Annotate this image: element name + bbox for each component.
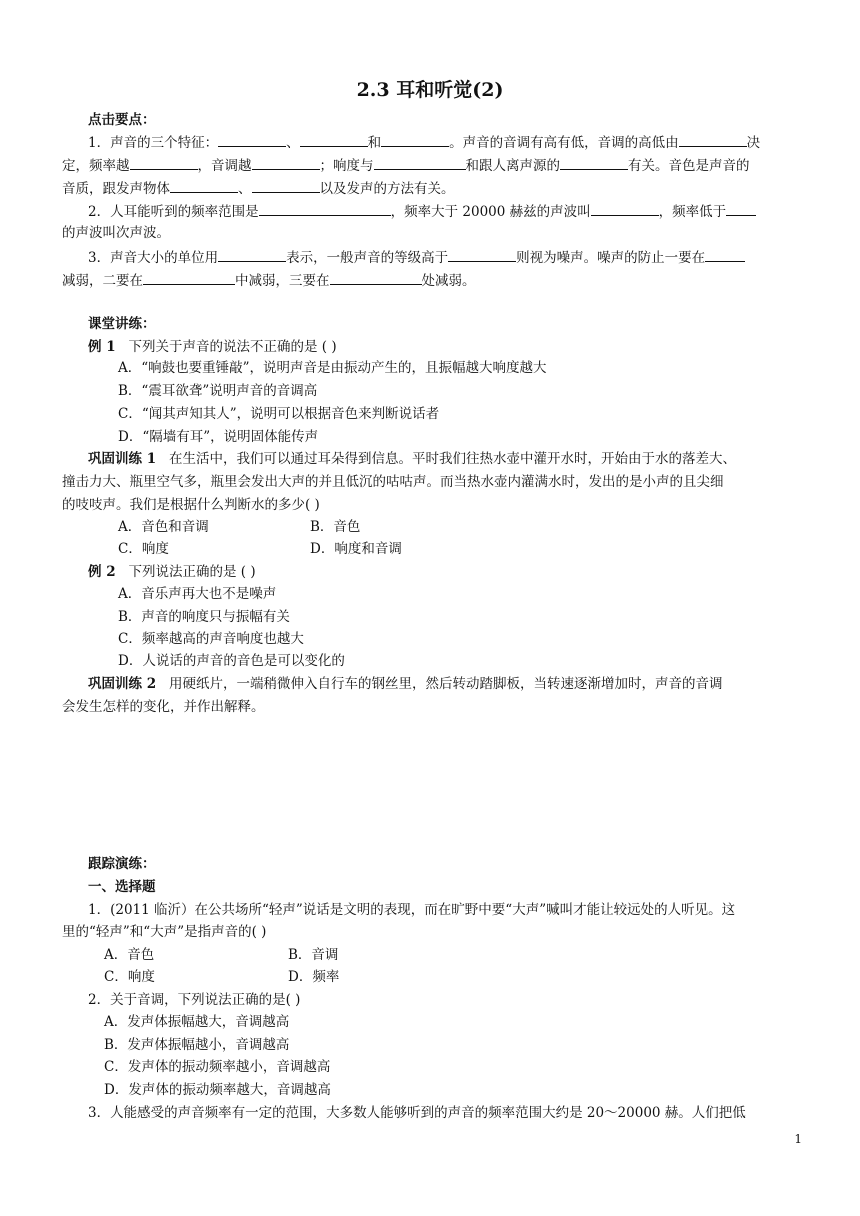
blank-field[interactable] — [218, 247, 286, 262]
question-2-option-d: D．发声体的振动频率越大，音调越高 — [104, 1082, 331, 1098]
question-1-line-2: 里的“轻声”和“大声”是指声音的( ) — [62, 924, 267, 940]
training-1-option-a: A．音色和音调 — [118, 519, 209, 535]
question-1-option-b: B．音调 — [288, 947, 339, 963]
question-1-option-d: D．频率 — [288, 969, 340, 985]
training-1-option-b: B．音色 — [310, 519, 361, 535]
section-follow-up: 跟踪演练： — [88, 856, 156, 872]
training-1-line-3: 的吱吱声。我们是根据什么判断水的多少( ) — [62, 497, 320, 513]
kp-line-6: 3．声音大小的单位用 表示，一般声音的等级高于 则视为噪声。噪声的防止一要在 — [88, 247, 745, 267]
training-1-line-2: 撞击力大、瓶里空气多，瓶里会发出大声的并且低沉的咕咕声。而当热水壶内灌满水时，发出的是小声的且尖细 — [62, 474, 724, 490]
example-1-stem: 例 1 下列关于声音的说法不正确的是 ( ) — [88, 339, 337, 355]
kp-line-4: 2．人耳能听到的频率范围是 ，频率大于 20000 赫兹的声波叫 ，频率低于 — [88, 201, 756, 221]
kp-line-1: 1．声音的三个特征： 、 和 。声音的音调有高有低，音调的高低由 决 — [88, 132, 760, 152]
blank-field[interactable] — [374, 155, 466, 170]
training-2-line-2: 会发生怎样的变化，并作出解释。 — [62, 699, 265, 715]
blank-field[interactable] — [252, 178, 320, 193]
blank-field[interactable] — [143, 270, 235, 285]
question-1-option-a: A．音色 — [104, 947, 155, 963]
training-1-line-1: 巩固训练 1 在生活中，我们可以通过耳朵得到信息。平时我们往热水壶中灌开水时，开始由于水的落差大、 — [88, 451, 736, 467]
example-2-option-b: B．声音的响度只与振幅有关 — [118, 609, 290, 625]
example-2-option-d: D．人说话的声音的音色是可以变化的 — [118, 653, 345, 669]
example-1-option-c: C．“闻其声知其人”，说明可以根据音色来判断说话者 — [118, 406, 440, 422]
question-3-line-1: 3．人能感受的声音频率有一定的范围，大多数人能够听到的声音的频率范围大约是 20～20000 赫。人们把低 — [88, 1105, 746, 1121]
kp-line-2: 定，频率越 ，音调越 ；响度与 和跟人离声源的 有关。音色是声音的 — [62, 155, 750, 175]
blank-field[interactable] — [252, 155, 320, 170]
training-1-option-c: C．响度 — [118, 541, 169, 557]
example-2-option-c: C．频率越高的声音响度也越大 — [118, 631, 304, 647]
blank-field[interactable] — [259, 201, 391, 216]
blank-field[interactable] — [679, 132, 747, 147]
question-2-stem: 2．关于音调，下列说法正确的是( ) — [88, 992, 301, 1008]
blank-field[interactable] — [560, 155, 628, 170]
kp-line-7: 减弱，二要在 中减弱，三要在 处减弱。 — [62, 270, 476, 290]
section-choice: 一、选择题 — [88, 879, 156, 895]
blank-field[interactable] — [300, 132, 368, 147]
blank-field[interactable] — [591, 201, 659, 216]
kp-line-5: 的声波叫次声波。 — [62, 225, 170, 241]
blank-field[interactable] — [448, 247, 516, 262]
example-2-stem: 例 2 下列说法正确的是 ( ) — [88, 564, 256, 580]
page-title: 2.3 耳和听觉(2) — [356, 79, 504, 101]
example-1-option-b: B．“震耳欲聋”说明声音的音调高 — [118, 383, 318, 399]
section-key-points: 点击要点： — [88, 112, 156, 128]
question-2-option-a: A．发声体振幅越大，音调越高 — [104, 1014, 290, 1030]
page-number: 1 — [794, 1132, 802, 1146]
example-1-option-d: D．“隔墙有耳”，说明固体能传声 — [118, 429, 319, 445]
question-1-option-c: C．响度 — [104, 969, 155, 985]
example-2-option-a: A．音乐声再大也不是噪声 — [118, 586, 277, 602]
blank-field[interactable] — [170, 178, 238, 193]
training-1-option-d: D．响度和音调 — [310, 541, 402, 557]
blank-field[interactable] — [218, 132, 286, 147]
blank-field[interactable] — [726, 201, 756, 216]
blank-field[interactable] — [330, 270, 422, 285]
blank-field[interactable] — [130, 155, 198, 170]
kp-line-3: 音质，跟发声物体 、 以及发声的方法有关。 — [62, 178, 455, 198]
blank-field[interactable] — [705, 247, 745, 262]
training-2-line-1: 巩固训练 2 用硬纸片，一端稍微伸入自行车的钢丝里，然后转动踏脚板，当转速逐渐增加时，声音的音调 — [88, 676, 723, 692]
question-2-option-b: B．发声体振幅越小，音调越高 — [104, 1037, 290, 1053]
question-2-option-c: C．发声体的振动频率越小，音调越高 — [104, 1059, 331, 1075]
question-1-line-1: 1．(2011 临沂）在公共场所“轻声”说话是文明的表现，而在旷野中要“大声”喊叫才能让较远处的人听见。这 — [88, 902, 736, 918]
example-1-option-a: A．“响鼓也要重锤敲”，说明声音是由振动产生的，且振幅越大响度越大 — [118, 360, 547, 376]
section-classroom: 课堂讲练： — [88, 316, 156, 332]
blank-field[interactable] — [381, 132, 449, 147]
